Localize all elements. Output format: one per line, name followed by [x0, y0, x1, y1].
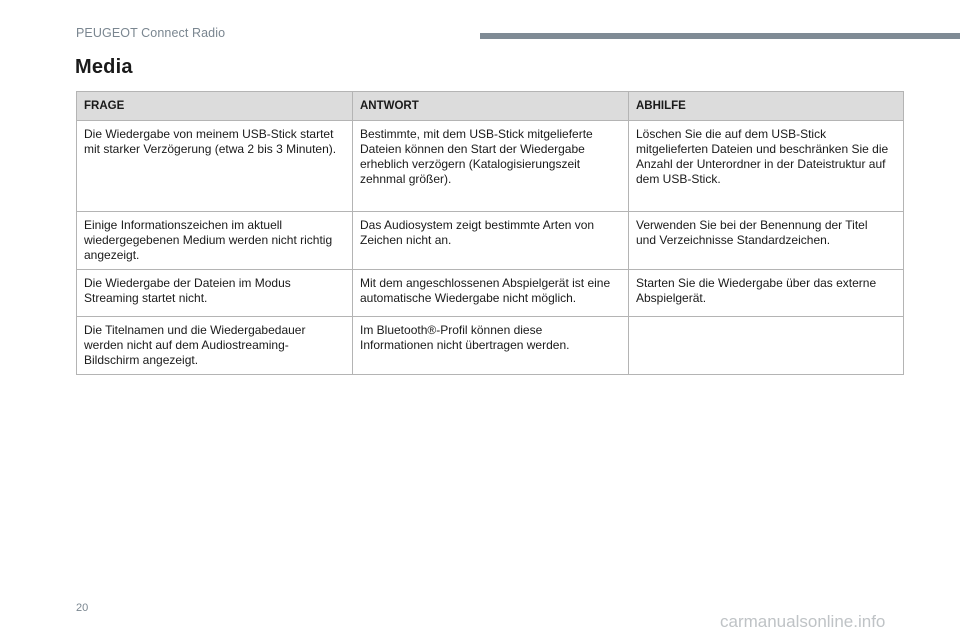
- table-row: [77, 121, 904, 212]
- page-number: 20: [76, 602, 89, 614]
- table-row: [77, 270, 904, 317]
- solution-cell: [629, 317, 904, 375]
- document-header-title: PEUGEOT Connect Radio: [76, 26, 226, 40]
- answer-cell: Das Audiosystem zeigt bestimmte Arten von Zeichen nicht an.: [353, 212, 629, 270]
- question-cell: Die Wiedergabe der Dateien im Modus Streaming startet nicht.: [77, 270, 353, 317]
- header-divider-bar: [480, 33, 960, 39]
- answer-cell: Mit dem angeschlossenen Abspielgerät ist eine automatische Wiedergabe nicht möglich.: [353, 270, 629, 317]
- table-row: [77, 317, 904, 375]
- answer-cell: Im Bluetooth®-Profil können diese Informationen nicht übertragen werden.: [353, 317, 629, 375]
- question-cell: Einige Informationszeichen im aktuell wiedergegebenen Medium werden nicht richtig angezeigt.: [77, 212, 353, 270]
- section-title: Media: [75, 56, 133, 78]
- question-cell: Die Titelnamen und die Wiedergabedauer werden nicht auf dem Audiostreaming- Bildschirm angezeigt.: [77, 317, 353, 375]
- solution-cell: Starten Sie die Wiedergabe über das externe Abspielgerät.: [629, 270, 904, 317]
- table-row: [77, 212, 904, 270]
- question-cell: Die Wiedergabe von meinem USB-Stick startet mit starker Verzögerung (etwa 2 bis 3 Minuten).: [77, 121, 353, 212]
- watermark: carmanualsonline.info: [720, 612, 886, 631]
- column-header-answer: ANTWORT: [353, 92, 629, 121]
- solution-cell: Verwenden Sie bei der Benennung der Titel und Verzeichnisse Standardzeichen.: [629, 212, 904, 270]
- column-header-solution: ABHILFE: [629, 92, 904, 121]
- table-header-row: [77, 92, 904, 121]
- answer-cell: Bestimmte, mit dem USB-Stick mitgelieferte Dateien können den Start der Wiedergabe erheblich verzögern (Katalogisierungszeit zehnmal größer).: [353, 121, 629, 212]
- troubleshooting-table: [76, 91, 904, 375]
- solution-cell: Löschen Sie die auf dem USB-Stick mitgelieferten Dateien und beschränken Sie die Anzahl der Unterordner in der Dateistruktur auf dem USB-Stick.: [629, 121, 904, 212]
- column-header-question: FRAGE: [77, 92, 353, 121]
